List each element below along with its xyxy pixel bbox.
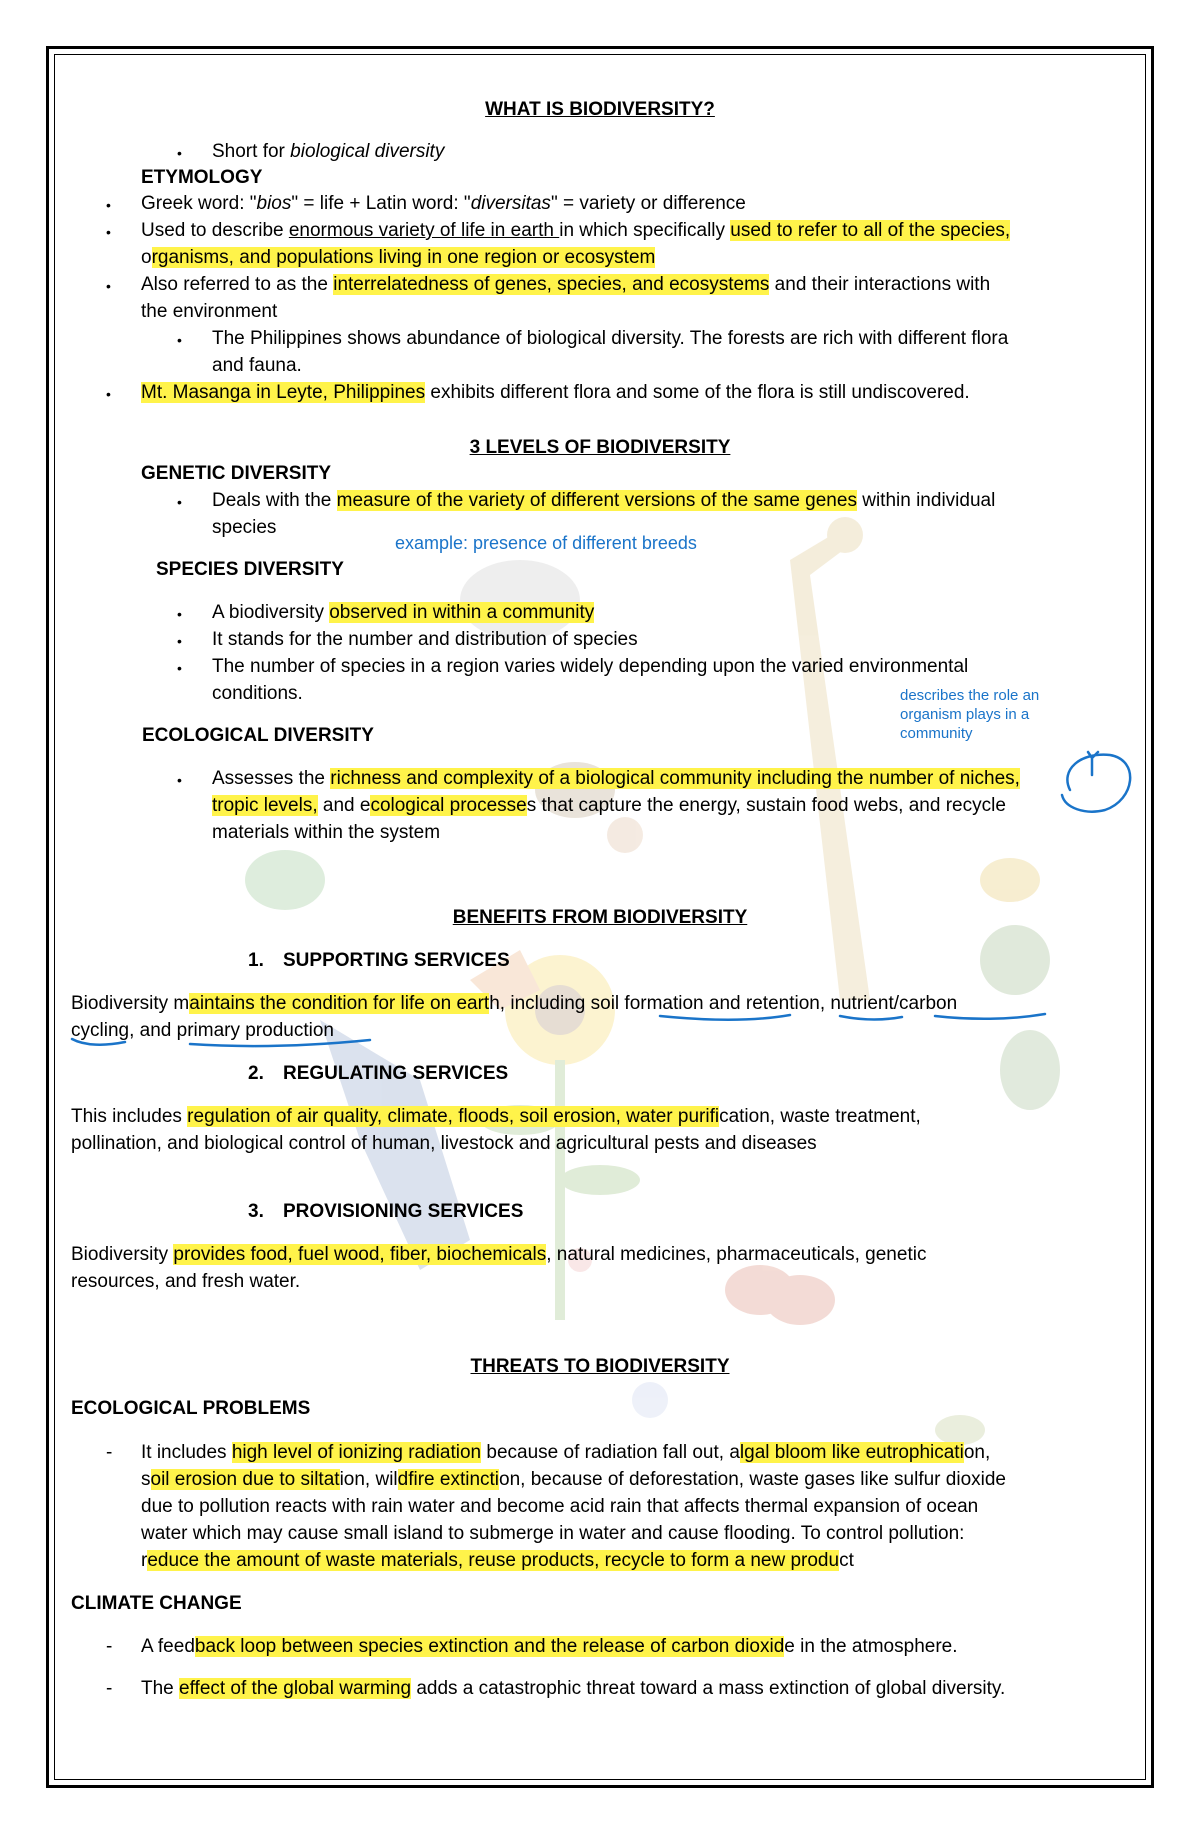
supporting-services-number: 1. — [248, 950, 264, 971]
ecological-problems-line4: water which may cause small island to submerge in water and cause flooding. To control pollution: — [141, 1523, 965, 1544]
also-referred-line2: the environment — [141, 301, 278, 322]
species-line2: It stands for the number and distribution of species — [212, 629, 638, 650]
ink-underline-retention — [840, 1016, 902, 1020]
regulating-services-number: 2. — [248, 1063, 264, 1084]
bullet-species-2: • — [177, 633, 182, 649]
supporting-line1: Biodiversity maintains the condition for life on earth, including soil formation and retention, nutrient/carbon — [71, 993, 958, 1014]
ecological-problems-line2: soil erosion due to siltation, wildfire extinction, because of deforestation, waste gases like sulfur dioxide — [141, 1469, 1006, 1490]
bullet-also: • — [106, 278, 111, 294]
levels-heading: 3 LEVELS OF BIODIVERSITY — [469, 437, 731, 458]
species-line3b: conditions. — [212, 683, 303, 704]
climate-change-heading: CLIMATE CHANGE — [71, 1593, 242, 1614]
provisioning-services-number: 3. — [248, 1201, 264, 1222]
ecological-line3: materials within the system — [212, 822, 441, 843]
ecological-diversity-heading: ECOLOGICAL DIVERSITY — [142, 725, 374, 746]
ecological-line1: Assesses the richness and complexity of a biological community including the number of niches, — [212, 768, 1020, 789]
used-to-describe-line1: Used to describe enormous variety of life in earth in which specifically used to refer to all of the species, — [141, 220, 1011, 241]
species-diversity-heading: SPECIES DIVERSITY — [156, 559, 344, 580]
bullet-species-3: • — [177, 660, 182, 676]
bullet-genetic: • — [177, 494, 182, 510]
bullet-used: • — [106, 224, 111, 240]
bullet-short-for: • — [177, 145, 182, 161]
ecological-problems-line1: It includes high level of ionizing radiation because of radiation fall out, algal bloom like eutrophication, — [141, 1442, 991, 1463]
genetic-diversity-heading: GENETIC DIVERSITY — [141, 463, 332, 484]
bullet-ecological: • — [177, 772, 182, 788]
provisioning-line2: resources, and fresh water. — [71, 1271, 301, 1292]
page-title: WHAT IS BIODIVERSITY? — [485, 99, 715, 120]
ink-underline-nutrient-carbon — [935, 1014, 1045, 1019]
provisioning-line1: Biodiversity provides food, fuel wood, fiber, biochemicals, natural medicines, pharmaceuticals, genetic — [71, 1244, 927, 1265]
threats-heading: THREATS TO BIODIVERSITY — [470, 1356, 730, 1377]
ink-underline-primary-production — [190, 1040, 370, 1046]
climate-line2: The effect of the global warming adds a catastrophic threat toward a mass extinction of global diversity. — [141, 1678, 1006, 1699]
dash-climate-1: - — [106, 1636, 113, 1657]
bullet-philippines: • — [177, 332, 182, 348]
etymology-heading: ETYMOLOGY — [141, 167, 263, 188]
species-line3a: The number of species in a region varies widely depending upon the varied environmental — [212, 656, 969, 677]
ink-underline-cycling — [72, 1039, 125, 1045]
regulating-line2: pollination, and biological control of human, livestock and agricultural pests and diseases — [71, 1133, 817, 1154]
dash-ecological-problems: - — [106, 1442, 113, 1463]
ink-niche-circle — [1062, 755, 1130, 812]
greek-word-line: Greek word: "bios" = life + Latin word: "diversitas" = variety or difference — [141, 193, 746, 214]
bullet-species-1: • — [177, 606, 182, 622]
genetic-line1: Deals with the measure of the variety of different versions of the same genes within individual — [212, 490, 996, 511]
dash-climate-2: - — [106, 1678, 113, 1699]
climate-line1: A feedback loop between species extinction and the release of carbon dioxide in the atmosphere. — [141, 1636, 958, 1657]
short-for-line: Short for biological diversity — [212, 141, 445, 162]
regulating-services-title: REGULATING SERVICES — [283, 1063, 509, 1084]
ink-underline-soil-formation — [660, 1015, 790, 1020]
ecological-line2: tropic levels, and ecological processes that capture the energy, sustain food webs, and recycle — [212, 795, 1006, 816]
regulating-line1: This includes regulation of air quality, climate, floods, soil erosion, water purification, waste treatment, — [71, 1106, 921, 1127]
also-referred-line1: Also referred to as the interrelatedness of genes, species, and ecosystems and their interactions with — [141, 274, 991, 295]
supporting-services-title: SUPPORTING SERVICES — [283, 950, 510, 971]
philippines-line2: and fauna. — [212, 355, 302, 376]
used-to-describe-line2: organisms, and populations living in one region or ecosystem — [141, 247, 656, 268]
bullet-masanga: • — [106, 386, 111, 402]
provisioning-services-title: PROVISIONING SERVICES — [283, 1201, 524, 1222]
benefits-heading: BENEFITS FROM BIODIVERSITY — [452, 907, 748, 928]
genetic-line2: species — [212, 517, 277, 538]
ecological-problems-line5: reduce the amount of waste materials, reuse products, recycle to form a new product — [141, 1550, 854, 1571]
species-line1: A biodiversity observed in within a community — [212, 602, 595, 623]
ecological-problems-heading: ECOLOGICAL PROBLEMS — [71, 1398, 311, 1419]
bullet-greek: • — [106, 197, 111, 213]
ecological-problems-line3: due to pollution reacts with rain water and become acid rain that affects thermal expansion of ocean — [141, 1496, 979, 1517]
handwritten-note-breeds: example: presence of different breeds — [395, 533, 697, 553]
masanga-line: Mt. Masanga in Leyte, Philippines exhibits different flora and some of the flora is still undiscovered. — [141, 382, 970, 403]
philippines-line1: The Philippines shows abundance of biological diversity. The forests are rich with different flora — [212, 328, 1009, 349]
supporting-line2: cycling, and primary production — [71, 1020, 334, 1041]
handwritten-note-niche: describes the role an organism plays in a community — [900, 687, 1040, 742]
